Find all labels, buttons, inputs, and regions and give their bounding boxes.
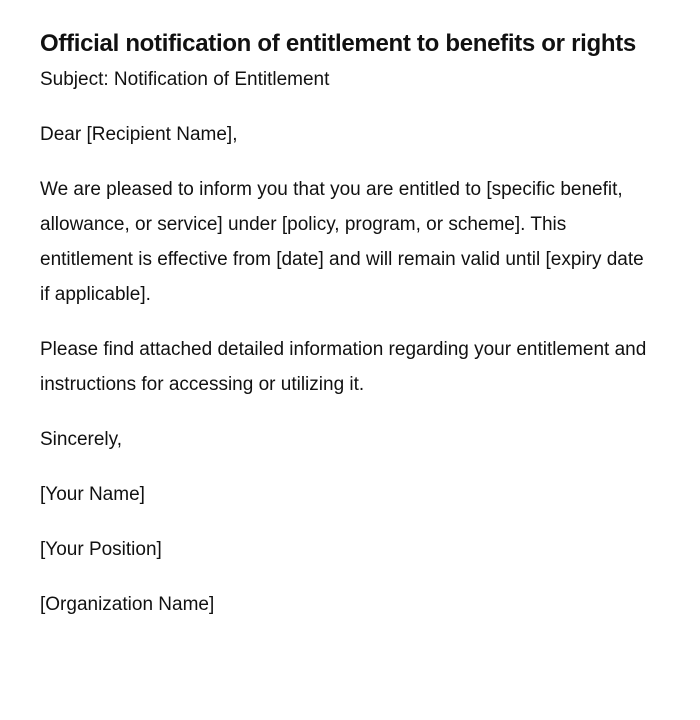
sender-name: [Your Name] — [40, 484, 145, 505]
greeting: Dear [Recipient Name], — [40, 124, 238, 145]
organization-name: [Organization Name] — [40, 594, 215, 615]
document-title: Official notification of entitlement to benefits or rights — [40, 30, 636, 57]
body-paragraph-2: Please find attached detailed information regarding your entitlement and instructions for accessing or utilizing it. — [40, 339, 647, 395]
closing: Sincerely, — [40, 429, 123, 450]
document — [40, 22, 650, 642]
subject-line: Subject: Notification of Entitlement — [40, 69, 330, 90]
sender-position: [Your Position] — [40, 539, 162, 560]
body-paragraph-1: We are pleased to inform you that you are entitled to [specific benefit, allowance, or service] under [policy, program, or scheme]. This entitlement is effective from [date] and will remain valid until [expiry date if applicable]. — [40, 179, 644, 305]
